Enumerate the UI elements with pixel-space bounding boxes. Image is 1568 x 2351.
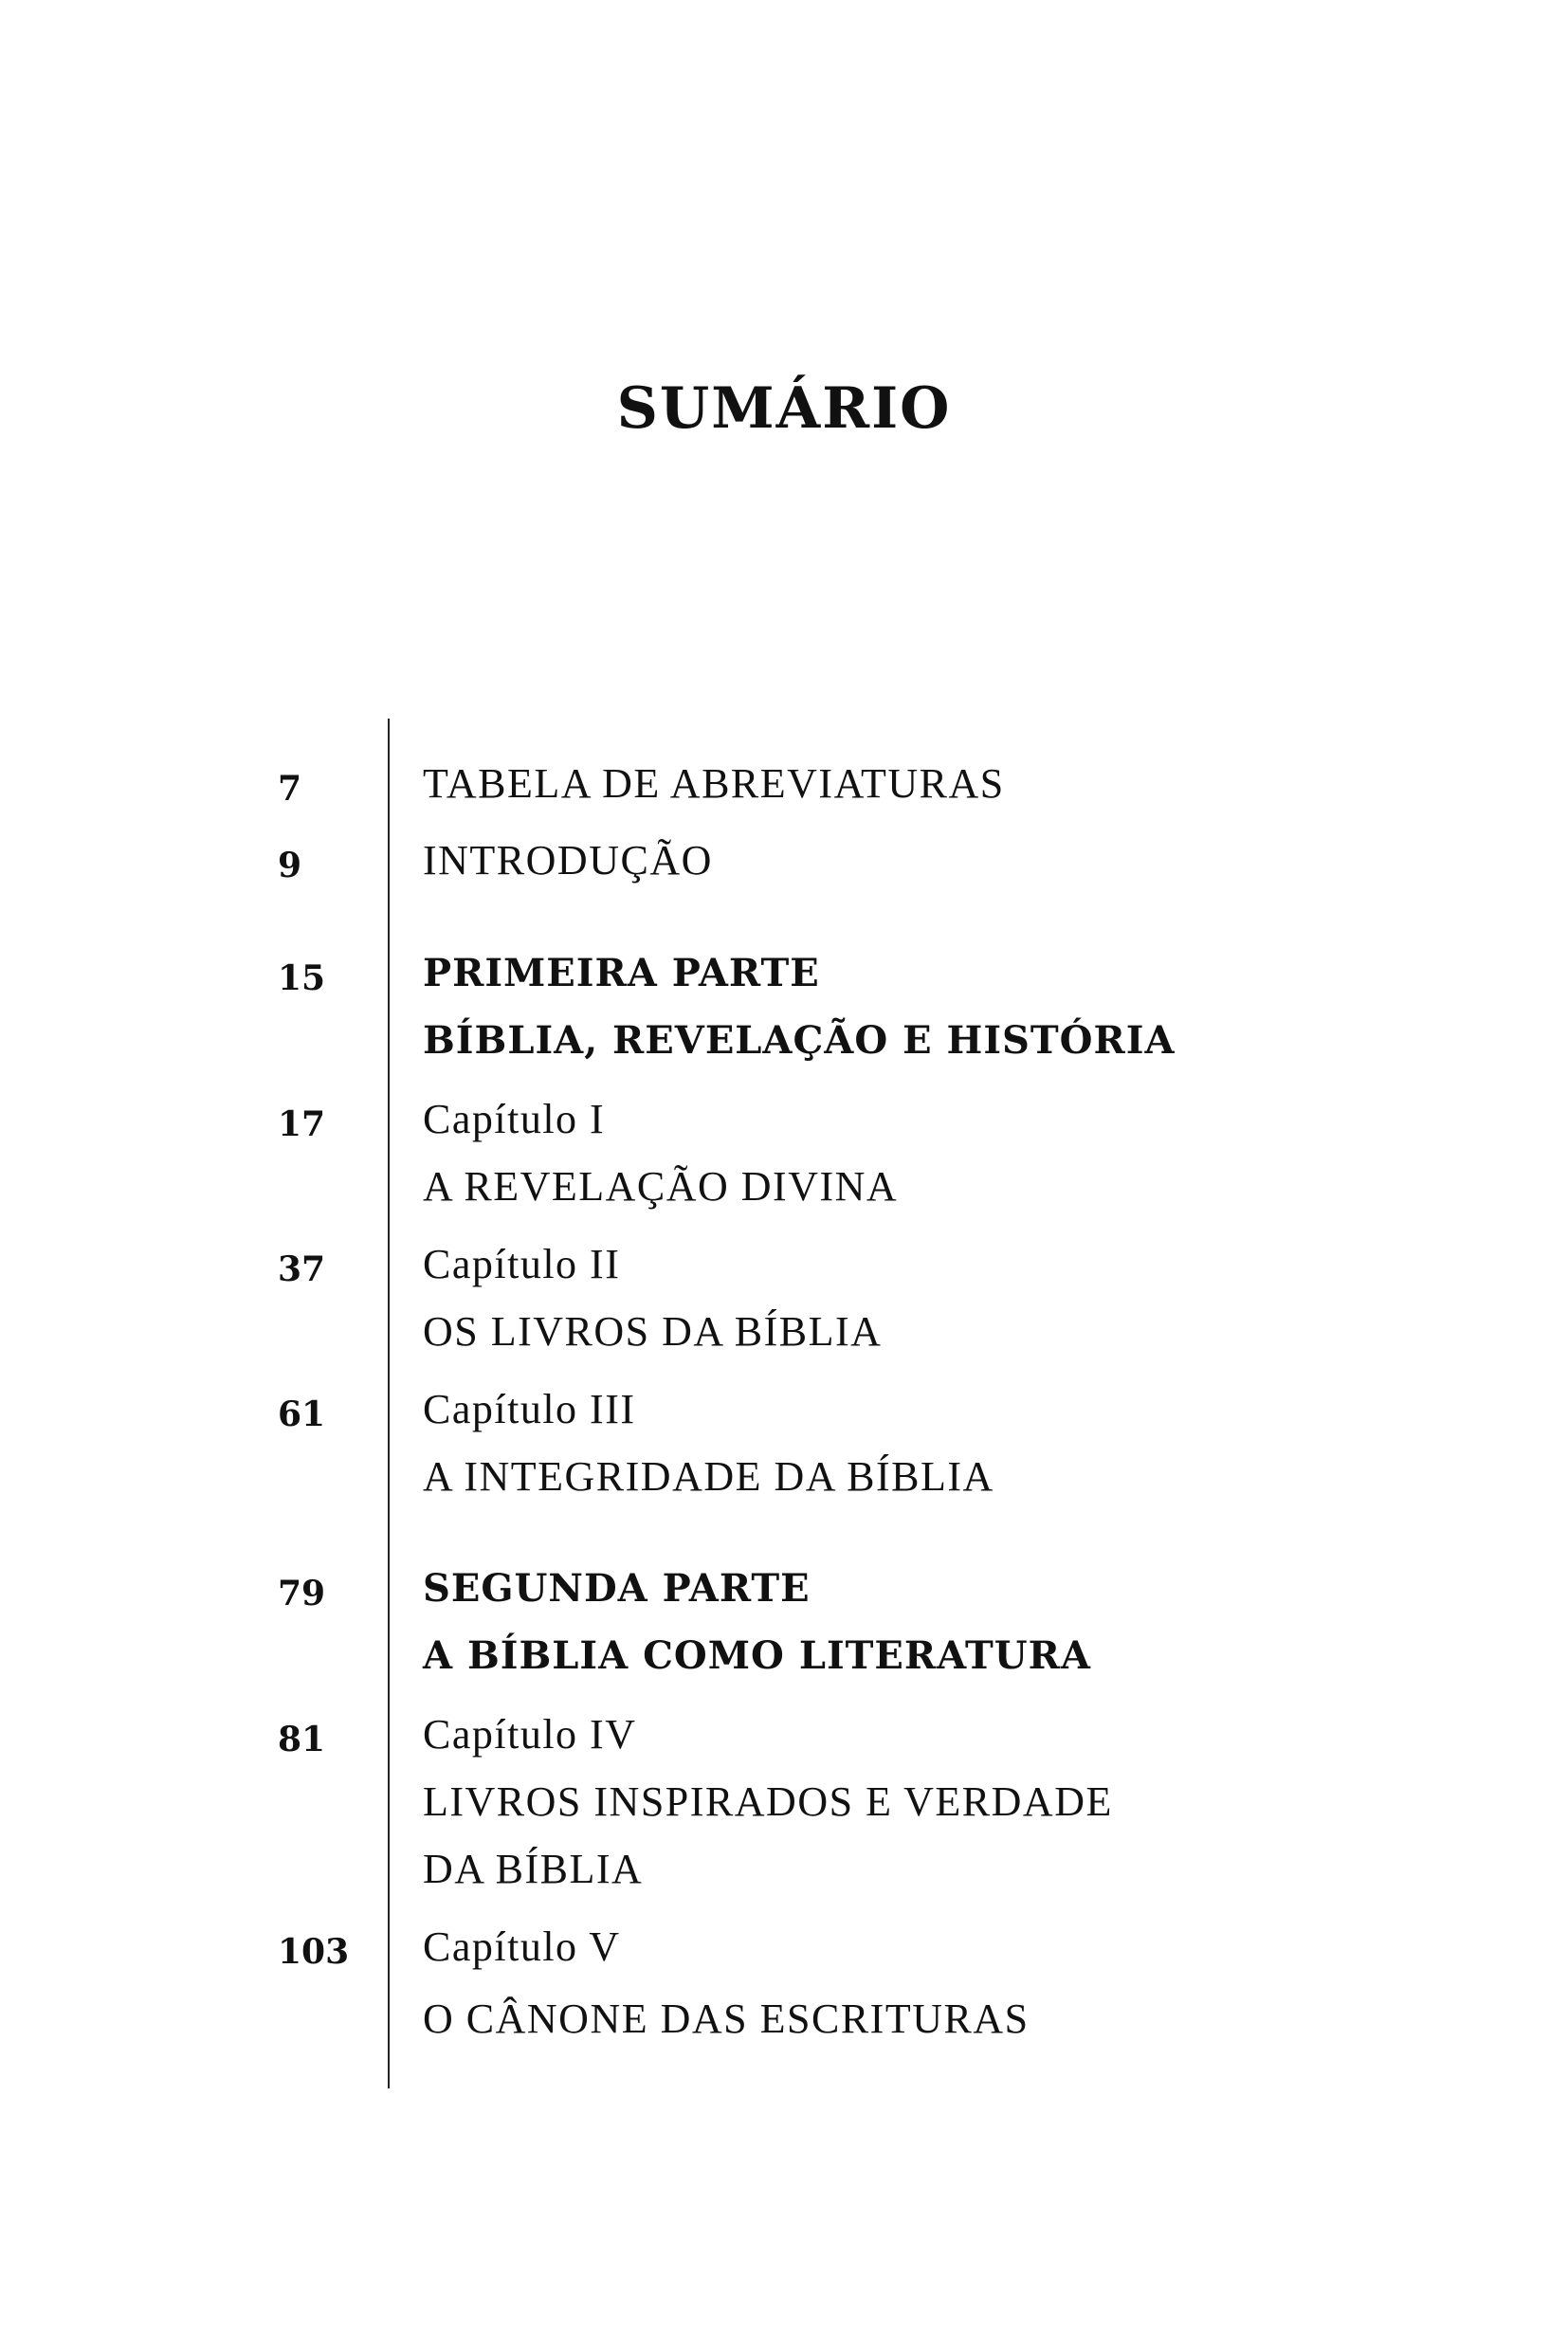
toc-chapter-title[interactable]: OS LIVROS DA BÍBLIA xyxy=(423,1308,883,1355)
vertical-divider xyxy=(388,719,390,2088)
toc-page-number: 7 xyxy=(278,769,302,809)
toc-page-number: 17 xyxy=(278,1104,326,1144)
toc-chapter-title[interactable]: A REVELAÇÃO DIVINA xyxy=(423,1163,899,1210)
toc-page-number: 79 xyxy=(278,1574,326,1613)
toc-page-number: 81 xyxy=(278,1720,326,1759)
toc-chapter-label[interactable]: Capítulo III xyxy=(423,1386,636,1432)
toc-entry-title[interactable]: TABELA DE ABREVIATURAS xyxy=(423,760,1005,807)
toc-part-title[interactable]: BÍBLIA, REVELAÇÃO E HISTÓRIA xyxy=(423,1018,1176,1063)
toc-part-heading[interactable]: SEGUNDA PARTE xyxy=(423,1566,811,1611)
toc-page-number: 9 xyxy=(278,846,302,885)
toc-chapter-title-continued[interactable]: DA BÍBLIA xyxy=(423,1846,644,1892)
page-title: SUMÁRIO xyxy=(616,375,952,442)
toc-entry-title[interactable]: INTRODUÇÃO xyxy=(423,837,713,884)
toc-page-number: 37 xyxy=(278,1249,326,1289)
toc-page-number: 61 xyxy=(278,1394,326,1434)
toc-chapter-label[interactable]: Capítulo V xyxy=(423,1923,621,1970)
toc-chapter-title[interactable]: A INTEGRIDADE DA BÍBLIA xyxy=(423,1453,994,1500)
toc-page-number: 15 xyxy=(278,958,326,998)
toc-chapter-label[interactable]: Capítulo IV xyxy=(423,1711,637,1758)
toc-chapter-title[interactable]: O CÂNONE DAS ESCRITURAS xyxy=(423,1996,1030,2042)
toc-chapter-label[interactable]: Capítulo I xyxy=(423,1096,606,1142)
toc-chapter-title[interactable]: LIVROS INSPIRADOS E VERDADE xyxy=(423,1778,1113,1825)
toc-page-number: 103 xyxy=(278,1932,350,1972)
toc-part-title[interactable]: A BÍBLIA COMO LITERATURA xyxy=(423,1633,1091,1678)
toc-part-heading[interactable]: PRIMEIRA PARTE xyxy=(423,951,820,995)
toc-chapter-label[interactable]: Capítulo II xyxy=(423,1241,621,1287)
